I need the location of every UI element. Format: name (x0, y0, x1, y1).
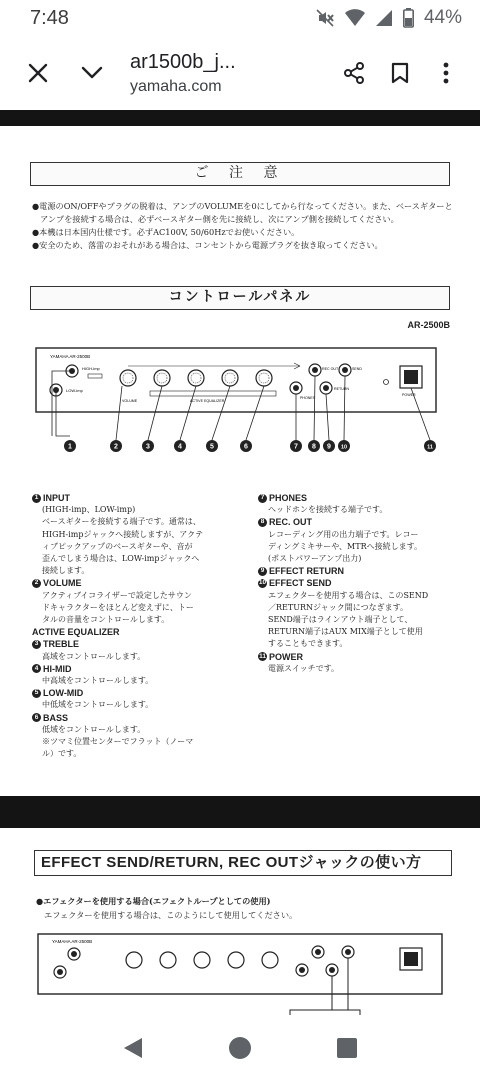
nav-home-button[interactable] (220, 1028, 260, 1068)
pdf-page-2 (0, 828, 480, 1015)
caution-item: ●安全のため、落雷のおそれがある場合は、コンセントから電源プラグを抜き取ってください。 (32, 240, 383, 250)
description-line: タルの音量をコントロールします。 (42, 615, 170, 625)
description-item (32, 492, 242, 577)
callout-7 (290, 440, 302, 452)
callout-11 (424, 440, 436, 452)
battery-percent: 44% (423, 7, 462, 28)
callout-number-badge: 8 (258, 518, 267, 527)
recents-icon (336, 1037, 358, 1059)
nav-recents-button[interactable] (327, 1028, 367, 1068)
description-line: ／RETURNジャック間につなぎます。 (268, 602, 409, 612)
wifi-icon (345, 9, 365, 27)
description-heading (32, 638, 242, 650)
callout-number-badge: 4 (32, 664, 41, 673)
description-heading-text: EFFECT SEND (269, 578, 332, 589)
knob-hi-mid (188, 370, 204, 386)
description-item (32, 687, 242, 711)
callout-label: 4 (178, 443, 182, 451)
description-heading-text: EFFECT RETURN (269, 566, 344, 577)
more-vert-icon (443, 62, 449, 84)
custom-tab-header (0, 36, 480, 110)
callout-label: 10 (340, 444, 348, 451)
knob-lo-mid (222, 370, 238, 386)
callout-6 (240, 440, 252, 452)
description-heading-text: LOW-MID (43, 688, 84, 699)
description-heading (258, 651, 458, 663)
description-item (32, 712, 242, 761)
callout-5 (206, 440, 218, 452)
close-icon (28, 63, 48, 83)
description-heading (258, 492, 458, 504)
callout-4 (174, 440, 186, 452)
description-heading-text: PHONES (269, 493, 308, 503)
description-item (32, 577, 242, 626)
description-line: 中高域をコントロールします。 (42, 676, 154, 686)
description-heading-text: POWER (269, 651, 304, 662)
more-options-button[interactable] (426, 53, 466, 93)
share-button[interactable] (334, 53, 374, 93)
status-bar (0, 0, 480, 36)
description-heading-text: VOLUME (43, 578, 82, 589)
description-line: ベースギターを接続する端子です。通常は、 (42, 517, 201, 527)
callout-10 (338, 440, 350, 452)
callout-3 (142, 440, 154, 452)
caution-item: ●本機は日本国内仕様です。必ずAC100V, 50/60Hzでお使いください。 (32, 227, 300, 237)
callout-number-badge: 11 (259, 652, 266, 660)
description-heading-text: INPUT (43, 493, 70, 503)
description-heading (32, 687, 242, 699)
callout-2 (110, 440, 122, 452)
description-line: ドキャラクターをほとんど変えずに、トー (42, 602, 194, 612)
document-viewer[interactable] (0, 110, 480, 1015)
callout-number-badge: 1 (32, 494, 41, 503)
callout-number-badge: 7 (258, 494, 267, 503)
phones-label: PHONES (300, 396, 316, 400)
pdf-page-1 (0, 126, 480, 796)
page-title: ar1500b_j... (130, 50, 236, 73)
description-line: ル）です。 (42, 749, 82, 759)
callout-label: 7 (294, 443, 298, 451)
description-line: アクティブイコライザーで設定したサウン (42, 590, 192, 600)
rec-out-label: REC OUT (322, 367, 339, 371)
callout-label: 9 (327, 443, 331, 451)
low-imp-label: LOW-imp (66, 388, 83, 393)
back-icon (122, 1036, 144, 1060)
home-icon (228, 1036, 252, 1060)
caution-item: ●電源のON/OFFやプラグの脱着は、アンプのVOLUMEを0にしてから行なってください。また、ベースギターとアンプを接続する場合は、必ずベースギター側を先に接続し、次にアンプ側を接続してください。 (32, 201, 453, 224)
description-line: ディングミキサーや、MTRへ接続します。 (268, 541, 422, 551)
description-line: 高域をコントロールします。 (42, 651, 146, 661)
description-right-column (258, 492, 458, 675)
caution-list (32, 200, 456, 252)
battery-icon (403, 8, 414, 28)
description-line: (HIGH-imp、LOW-imp) (42, 505, 136, 515)
panel2-brand: YAMAHA AR-2500B (52, 939, 93, 944)
panel-brand: YAMAHA AR-2500B (50, 354, 91, 359)
description-heading (32, 663, 242, 675)
chevron-down-icon (81, 66, 103, 80)
callout-number-badge: 3 (32, 640, 41, 649)
mute-icon (315, 8, 335, 28)
description-line: (ポストパワーアンプ出力) (268, 554, 362, 564)
nav-back-button[interactable] (113, 1028, 153, 1068)
description-item (32, 626, 242, 638)
header-actions (334, 53, 466, 93)
description-line: エフェクターを使用する場合は、このSEND (268, 590, 429, 600)
knob-treble (154, 370, 170, 386)
high-imp-label: HIGH-imp (82, 366, 100, 371)
description-line: SEND端子はラインアウト端子として、 (268, 615, 413, 625)
description-heading (258, 516, 458, 528)
close-button[interactable] (18, 53, 58, 93)
callout-label: 6 (244, 443, 248, 451)
send-label: SEND (352, 367, 362, 371)
description-line: することもできます。 (268, 639, 348, 649)
description-line: 接続します。 (42, 566, 90, 576)
title-block[interactable] (130, 51, 334, 96)
description-line: レコーディング用の出力端子です。レコー (268, 529, 419, 539)
description-line: 電源スイッチです。 (268, 663, 340, 673)
effect-send-return-banner: EFFECT SEND/RETURN, REC OUTジャックの使い方 (34, 850, 452, 876)
power-label: POWER (402, 393, 416, 397)
callout-label: 1 (68, 443, 72, 451)
return-label: RETURN (334, 387, 349, 391)
description-heading (258, 565, 458, 577)
control-panel-illustration (0, 346, 480, 486)
description-heading (32, 577, 242, 589)
description-item (258, 651, 458, 675)
description-left-column (32, 492, 242, 760)
share-icon (342, 61, 366, 85)
description-heading (258, 577, 458, 589)
description-heading-text: REC. OUT (269, 517, 313, 528)
caution-banner: ご 注 意 (30, 162, 450, 186)
description-heading-text: BASS (43, 712, 69, 723)
signal-icon (375, 9, 393, 27)
callout-1 (64, 440, 76, 452)
description-line: 低域をコントロールします。 (42, 724, 146, 734)
callout-number-badge: 5 (32, 689, 41, 698)
active-eq-label: ACTIVE EQUALIZER (190, 399, 225, 403)
callout-label: 11 (427, 444, 433, 451)
callout-number-badge: 2 (32, 579, 41, 588)
description-item (258, 565, 458, 577)
bookmark-icon (391, 62, 409, 84)
description-line: 中低域をコントロールします。 (42, 700, 154, 710)
page-info-button[interactable] (72, 53, 112, 93)
callout-9 (323, 440, 335, 452)
callout-numbers (64, 440, 436, 452)
description-item (258, 492, 458, 516)
page-url: yamaha.com (130, 77, 222, 95)
effect-loop-subtitle: ●エフェクターを使用する場合(エフェクトループとしての使用) (36, 896, 271, 906)
model-label: AR-2500B (407, 320, 450, 330)
description-heading (32, 626, 242, 638)
knob-bass (256, 370, 272, 386)
callout-number-badge: 6 (32, 713, 41, 722)
description-item (32, 638, 242, 662)
description-heading (32, 492, 242, 504)
control-panel-banner: コントロールパネル (30, 286, 450, 310)
bookmark-button[interactable] (380, 53, 420, 93)
system-nav-bar (0, 1015, 480, 1080)
status-icons (315, 7, 462, 29)
description-line: RETURN端子はAUX MIX端子として使用 (268, 627, 423, 637)
description-line: ヘッドホンを接続する端子です。 (268, 505, 388, 515)
status-time: 7:48 (30, 6, 69, 29)
description-heading-text: HI-MID (43, 663, 72, 674)
callout-number-badge: 9 (258, 567, 267, 576)
effect-loop-body: エフェクターを使用する場合は、このようにして使用してください。 (44, 910, 298, 920)
description-heading (32, 712, 242, 724)
description-item (258, 516, 458, 565)
description-item (258, 577, 458, 650)
description-line: ィブピックアップのベースギターや、音が (42, 541, 193, 551)
callout-8 (308, 440, 320, 452)
description-line: ※ツマミ位置センターでフラット（ノーマ (42, 737, 194, 747)
description-item (32, 663, 242, 687)
callout-label: 3 (146, 443, 150, 451)
panel-illustration-2 (0, 932, 480, 1015)
description-heading-text: TREBLE (43, 639, 79, 650)
knob-volume (120, 370, 136, 386)
description-line: HIGH-impジャックへ接続しますが、アクテ (42, 529, 204, 539)
description-heading-text: ACTIVE EQUALIZER (32, 627, 120, 638)
description-line: 歪んでしまう場合は、LOW-impジャックへ (42, 554, 200, 564)
callout-label: 2 (114, 443, 118, 451)
callout-label: 5 (210, 443, 214, 451)
volume-label: VOLUME (122, 399, 138, 403)
callout-label: 8 (312, 443, 316, 451)
callout-number-badge: 10 (258, 579, 267, 587)
